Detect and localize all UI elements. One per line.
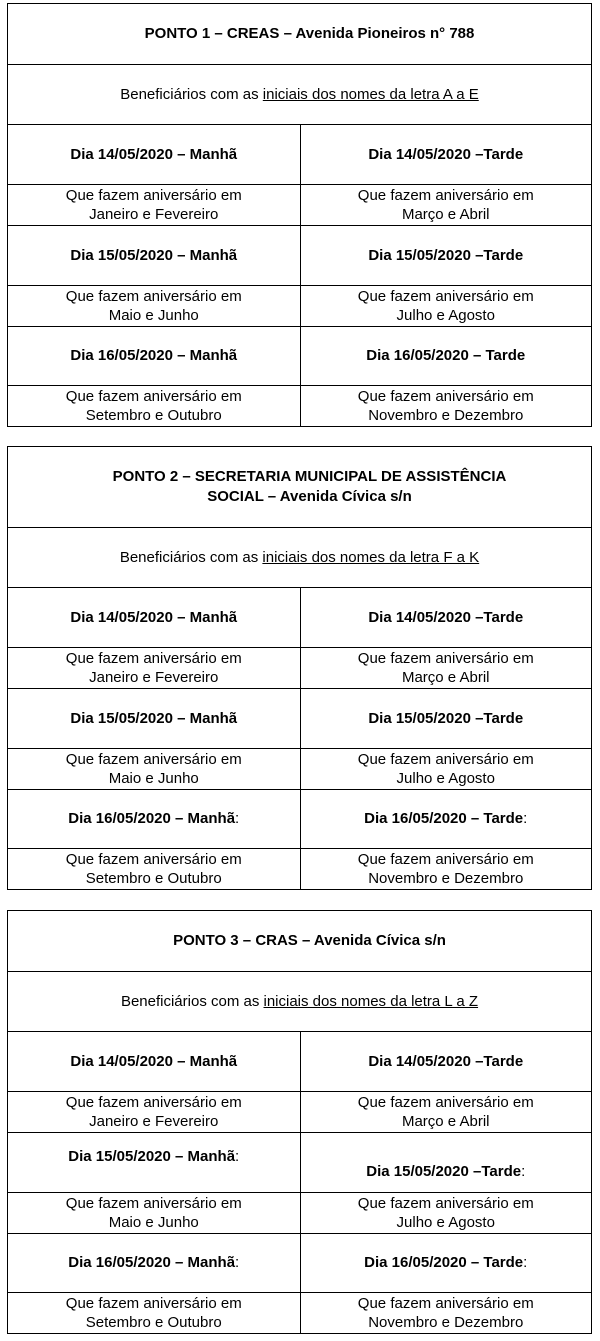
ponto-1-beneficiaries: Beneficiários com as iniciais dos nomes da letra A a E (120, 85, 479, 103)
ponto-1-table (7, 3, 592, 427)
ponto-1-day-15-morning: Dia 15/05/2020 – Manhã (70, 246, 238, 264)
ponto-3-title: PONTO 3 – CRAS – Avenida Cívica s/n (173, 932, 446, 949)
ponto-2-table (7, 446, 592, 890)
ponto-3-day-16-morning: Dia 16/05/2020 – Manhã : (68, 1254, 240, 1271)
ponto-3-day-15-afternoon: Dia 15/05/2020 –Tarde : (300, 1133, 592, 1192)
ponto-2-birthday-sep-oct: Que fazem aniversário em Setembro e Outubro (65, 851, 242, 887)
ponto-1-birthday-nov-dec: Que fazem aniversário em Novembro e Dezembro (300, 386, 592, 426)
ponto-2-day-16-morning: Dia 16/05/2020 – Manhã : (68, 810, 240, 827)
ponto-2-birthday-nov-dec: Que fazem aniversário em Novembro e Dezembro (300, 849, 592, 889)
ponto-2-day-15-afternoon: Dia 15/05/2020 –Tarde (300, 689, 592, 748)
ponto-3-day-14-afternoon: Dia 14/05/2020 –Tarde (300, 1032, 592, 1091)
ponto-1-birthday-mar-apr: Que fazem aniversário em Março e Abril (300, 185, 592, 225)
ponto-2-day-14-morning: Dia 14/05/2020 – Manhã (70, 608, 238, 626)
ponto-1-birthday-jan-feb: Que fazem aniversário em Janeiro e Fevereiro (65, 187, 242, 223)
ponto-3-birthday-nov-dec: Que fazem aniversário em Novembro e Dezembro (300, 1293, 592, 1333)
ponto-3-day-15-morning: Dia 15/05/2020 – Manhã : (68, 1148, 240, 1165)
ponto-1-birthday-sep-oct: Que fazem aniversário em Setembro e Outubro (65, 388, 242, 424)
ponto-2-birthday-may-jun: Que fazem aniversário em Maio e Junho (65, 751, 242, 787)
ponto-1-day-16-afternoon: Dia 16/05/2020 – Tarde (300, 327, 592, 385)
ponto-3-day-14-morning: Dia 14/05/2020 – Manhã (70, 1052, 238, 1070)
ponto-3-birthday-mar-apr: Que fazem aniversário em Março e Abril (300, 1092, 592, 1132)
ponto-3-birthday-may-jun: Que fazem aniversário em Maio e Junho (65, 1195, 242, 1231)
ponto-2-beneficiaries: Beneficiários com as iniciais dos nomes da letra F a K (119, 548, 480, 566)
ponto-3-birthday-jan-feb: Que fazem aniversário em Janeiro e Fevereiro (65, 1094, 242, 1130)
ponto-3-birthday-sep-oct: Que fazem aniversário em Setembro e Outubro (65, 1295, 242, 1331)
ponto-3-birthday-jul-aug: Que fazem aniversário em Julho e Agosto (300, 1193, 592, 1233)
ponto-3-day-16-afternoon: Dia 16/05/2020 – Tarde : (300, 1234, 592, 1292)
ponto-2-title: PONTO 2 – SECRETARIA MUNICIPAL DE ASSISTÊNCIA SOCIAL – Avenida Cívica s/n (112, 468, 507, 505)
ponto-1-day-15-afternoon: Dia 15/05/2020 –Tarde (300, 226, 592, 285)
ponto-1-day-16-morning: Dia 16/05/2020 – Manhã (70, 347, 238, 364)
ponto-2-day-15-morning: Dia 15/05/2020 – Manhã (70, 709, 238, 727)
ponto-2-day-14-afternoon: Dia 14/05/2020 –Tarde (300, 588, 592, 647)
ponto-2-birthday-mar-apr: Que fazem aniversário em Março e Abril (300, 648, 592, 688)
ponto-3-beneficiaries: Beneficiários com as iniciais dos nomes da letra L a Z (120, 992, 479, 1010)
ponto-1-birthday-may-jun: Que fazem aniversário em Maio e Junho (65, 288, 242, 324)
ponto-3-table (7, 910, 592, 1334)
ponto-2-day-16-afternoon: Dia 16/05/2020 – Tarde : (300, 790, 592, 848)
ponto-1-birthday-jul-aug: Que fazem aniversário em Julho e Agosto (300, 286, 592, 326)
ponto-2-birthday-jan-feb: Que fazem aniversário em Janeiro e Fevereiro (65, 650, 242, 686)
ponto-2-birthday-jul-aug: Que fazem aniversário em Julho e Agosto (300, 749, 592, 789)
ponto-1-day-14-morning: Dia 14/05/2020 – Manhã (70, 145, 238, 163)
ponto-1-title: PONTO 1 – CREAS – Avenida Pioneiros n° 788 (144, 25, 475, 42)
ponto-1-day-14-afternoon: Dia 14/05/2020 –Tarde (300, 125, 592, 184)
